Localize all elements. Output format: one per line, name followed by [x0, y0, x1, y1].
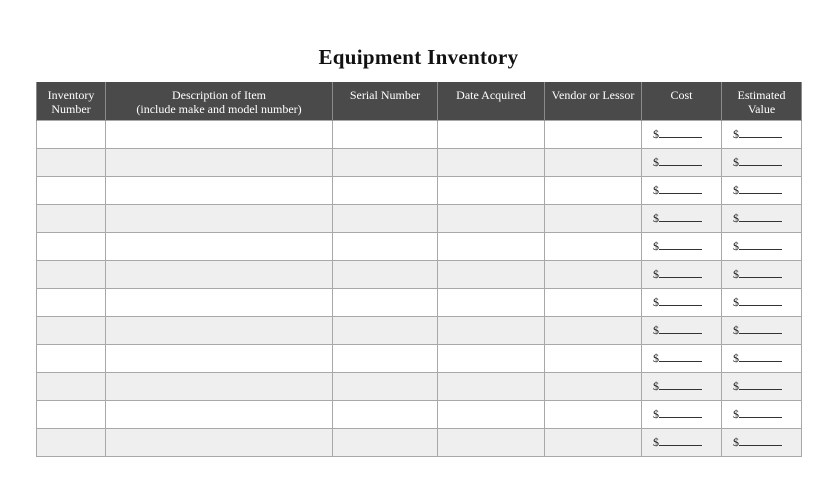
vendor-cell[interactable] [545, 288, 642, 316]
amount-blank-line[interactable] [659, 183, 702, 194]
amount-blank-line[interactable] [659, 211, 702, 222]
cost-cell[interactable] [642, 148, 722, 176]
header-cost [642, 82, 722, 120]
estimated-value-cell[interactable] [722, 288, 802, 316]
description-cell[interactable] [106, 176, 333, 204]
header-label: Description of Item [172, 88, 266, 102]
description-cell[interactable] [106, 288, 333, 316]
vendor-cell[interactable] [545, 120, 642, 148]
estimated-value-cell[interactable] [722, 400, 802, 428]
table-row [37, 288, 802, 316]
table-row [37, 372, 802, 400]
amount-blank-line[interactable] [659, 351, 702, 362]
date-acquired-cell[interactable] [438, 148, 545, 176]
amount-blank-line[interactable] [739, 155, 782, 166]
table-row [37, 260, 802, 288]
inventory-number-cell[interactable] [37, 372, 106, 400]
cost-cell[interactable] [642, 120, 722, 148]
inventory-number-cell[interactable] [37, 316, 106, 344]
vendor-cell[interactable] [545, 176, 642, 204]
currency-symbol: $ [733, 238, 739, 253]
currency-symbol: $ [733, 210, 739, 225]
currency-symbol: $ [653, 434, 659, 449]
currency-symbol: $ [653, 350, 659, 365]
amount-blank-line[interactable] [659, 239, 702, 250]
header-label: Inventory [47, 88, 95, 102]
amount-blank-line[interactable] [739, 407, 782, 418]
amount-blank-line[interactable] [659, 295, 702, 306]
currency-symbol: $ [733, 266, 739, 281]
inventory-number-cell[interactable] [37, 120, 106, 148]
table-row [37, 400, 802, 428]
inventory-table [36, 82, 802, 457]
currency-symbol: $ [653, 294, 659, 309]
amount-blank-line[interactable] [659, 127, 702, 138]
vendor-cell[interactable] [545, 428, 642, 456]
cost-cell[interactable] [642, 288, 722, 316]
description-cell[interactable] [106, 260, 333, 288]
inventory-number-cell[interactable] [37, 428, 106, 456]
currency-symbol: $ [733, 154, 739, 169]
header-label: Estimated [737, 88, 786, 102]
table-row [37, 428, 802, 456]
currency-symbol: $ [733, 182, 739, 197]
date-acquired-cell[interactable] [438, 260, 545, 288]
date-acquired-cell[interactable] [438, 344, 545, 372]
table-row [37, 316, 802, 344]
serial-number-cell[interactable] [333, 260, 438, 288]
amount-blank-line[interactable] [659, 435, 702, 446]
serial-number-cell[interactable] [333, 344, 438, 372]
estimated-value-cell[interactable] [722, 428, 802, 456]
cost-cell[interactable] [642, 372, 722, 400]
header-serial-number [333, 82, 438, 120]
vendor-cell[interactable] [545, 148, 642, 176]
vendor-cell[interactable] [545, 372, 642, 400]
table-row [37, 344, 802, 372]
description-cell[interactable] [106, 316, 333, 344]
vendor-cell[interactable] [545, 316, 642, 344]
currency-symbol: $ [733, 126, 739, 141]
vendor-cell[interactable] [545, 232, 642, 260]
estimated-value-cell[interactable] [722, 344, 802, 372]
amount-blank-line[interactable] [739, 435, 782, 446]
estimated-value-cell[interactable] [722, 176, 802, 204]
currency-symbol: $ [733, 350, 739, 365]
inventory-number-cell[interactable] [37, 400, 106, 428]
description-cell[interactable] [106, 204, 333, 232]
table-row [37, 148, 802, 176]
currency-symbol: $ [653, 378, 659, 393]
currency-symbol: $ [653, 182, 659, 197]
header-label: Serial Number [349, 88, 421, 102]
serial-number-cell[interactable] [333, 372, 438, 400]
currency-symbol: $ [653, 154, 659, 169]
header-label: Number [51, 102, 91, 116]
amount-blank-line[interactable] [659, 379, 702, 390]
estimated-value-cell[interactable] [722, 232, 802, 260]
header-row [37, 82, 802, 120]
cost-cell[interactable] [642, 344, 722, 372]
currency-symbol: $ [653, 266, 659, 281]
serial-number-cell[interactable] [333, 176, 438, 204]
cost-cell[interactable] [642, 204, 722, 232]
serial-number-cell[interactable] [333, 148, 438, 176]
cost-cell[interactable] [642, 176, 722, 204]
vendor-cell[interactable] [545, 344, 642, 372]
date-acquired-cell[interactable] [438, 232, 545, 260]
table-row [37, 232, 802, 260]
serial-number-cell[interactable] [333, 288, 438, 316]
header-label: Value [747, 102, 776, 116]
date-acquired-cell[interactable] [438, 316, 545, 344]
vendor-cell[interactable] [545, 400, 642, 428]
description-cell[interactable] [106, 400, 333, 428]
header-description [106, 82, 333, 120]
currency-symbol: $ [733, 378, 739, 393]
cost-cell[interactable] [642, 428, 722, 456]
header-estimated-value [722, 82, 802, 120]
estimated-value-cell[interactable] [722, 204, 802, 232]
cost-cell[interactable] [642, 260, 722, 288]
estimated-value-cell[interactable] [722, 316, 802, 344]
table-row [37, 120, 802, 148]
date-acquired-cell[interactable] [438, 204, 545, 232]
cost-cell[interactable] [642, 232, 722, 260]
amount-blank-line[interactable] [659, 267, 702, 278]
amount-blank-line[interactable] [739, 351, 782, 362]
vendor-cell[interactable] [545, 260, 642, 288]
header-label: Vendor or Lessor [551, 88, 635, 102]
table-row [37, 176, 802, 204]
header-date-acquired [438, 82, 545, 120]
amount-blank-line[interactable] [739, 267, 782, 278]
currency-symbol: $ [653, 126, 659, 141]
currency-symbol: $ [653, 238, 659, 253]
serial-number-cell[interactable] [333, 400, 438, 428]
inventory-number-cell[interactable] [37, 148, 106, 176]
description-cell[interactable] [106, 148, 333, 176]
inventory-body [37, 120, 802, 456]
serial-number-cell[interactable] [333, 120, 438, 148]
page-title: Equipment Inventory [318, 45, 519, 69]
header-label: Date Acquired [456, 88, 526, 102]
inventory-number-cell[interactable] [37, 204, 106, 232]
currency-symbol: $ [653, 322, 659, 337]
amount-blank-line[interactable] [739, 127, 782, 138]
currency-symbol: $ [653, 406, 659, 421]
currency-symbol: $ [733, 434, 739, 449]
header-label: (include make and model number) [136, 102, 302, 116]
cost-cell[interactable] [642, 400, 722, 428]
currency-symbol: $ [733, 294, 739, 309]
estimated-value-cell[interactable] [722, 148, 802, 176]
amount-blank-line[interactable] [739, 211, 782, 222]
serial-number-cell[interactable] [333, 232, 438, 260]
date-acquired-cell[interactable] [438, 288, 545, 316]
inventory-number-cell[interactable] [37, 232, 106, 260]
cost-cell[interactable] [642, 316, 722, 344]
date-acquired-cell[interactable] [438, 120, 545, 148]
serial-number-cell[interactable] [333, 204, 438, 232]
header-inventory-number [37, 82, 106, 120]
serial-number-cell[interactable] [333, 428, 438, 456]
description-cell[interactable] [106, 428, 333, 456]
amount-blank-line[interactable] [739, 295, 782, 306]
currency-symbol: $ [733, 406, 739, 421]
currency-symbol: $ [733, 322, 739, 337]
description-cell[interactable] [106, 372, 333, 400]
header-vendor-or-lessor [545, 82, 642, 120]
date-acquired-cell[interactable] [438, 400, 545, 428]
date-acquired-cell[interactable] [438, 372, 545, 400]
date-acquired-cell[interactable] [438, 176, 545, 204]
vendor-cell[interactable] [545, 204, 642, 232]
estimated-value-cell[interactable] [722, 260, 802, 288]
amount-blank-line[interactable] [659, 323, 702, 334]
amount-blank-line[interactable] [739, 379, 782, 390]
amount-blank-line[interactable] [659, 407, 702, 418]
serial-number-cell[interactable] [333, 316, 438, 344]
inventory-number-cell[interactable] [37, 344, 106, 372]
amount-blank-line[interactable] [739, 239, 782, 250]
amount-blank-line[interactable] [739, 323, 782, 334]
amount-blank-line[interactable] [739, 183, 782, 194]
estimated-value-cell[interactable] [722, 120, 802, 148]
estimated-value-cell[interactable] [722, 372, 802, 400]
table-row [37, 204, 802, 232]
description-cell[interactable] [106, 232, 333, 260]
inventory-number-cell[interactable] [37, 260, 106, 288]
header-label: Cost [670, 88, 693, 102]
description-cell[interactable] [106, 120, 333, 148]
inventory-number-cell[interactable] [37, 288, 106, 316]
date-acquired-cell[interactable] [438, 428, 545, 456]
description-cell[interactable] [106, 344, 333, 372]
amount-blank-line[interactable] [659, 155, 702, 166]
inventory-number-cell[interactable] [37, 176, 106, 204]
currency-symbol: $ [653, 210, 659, 225]
